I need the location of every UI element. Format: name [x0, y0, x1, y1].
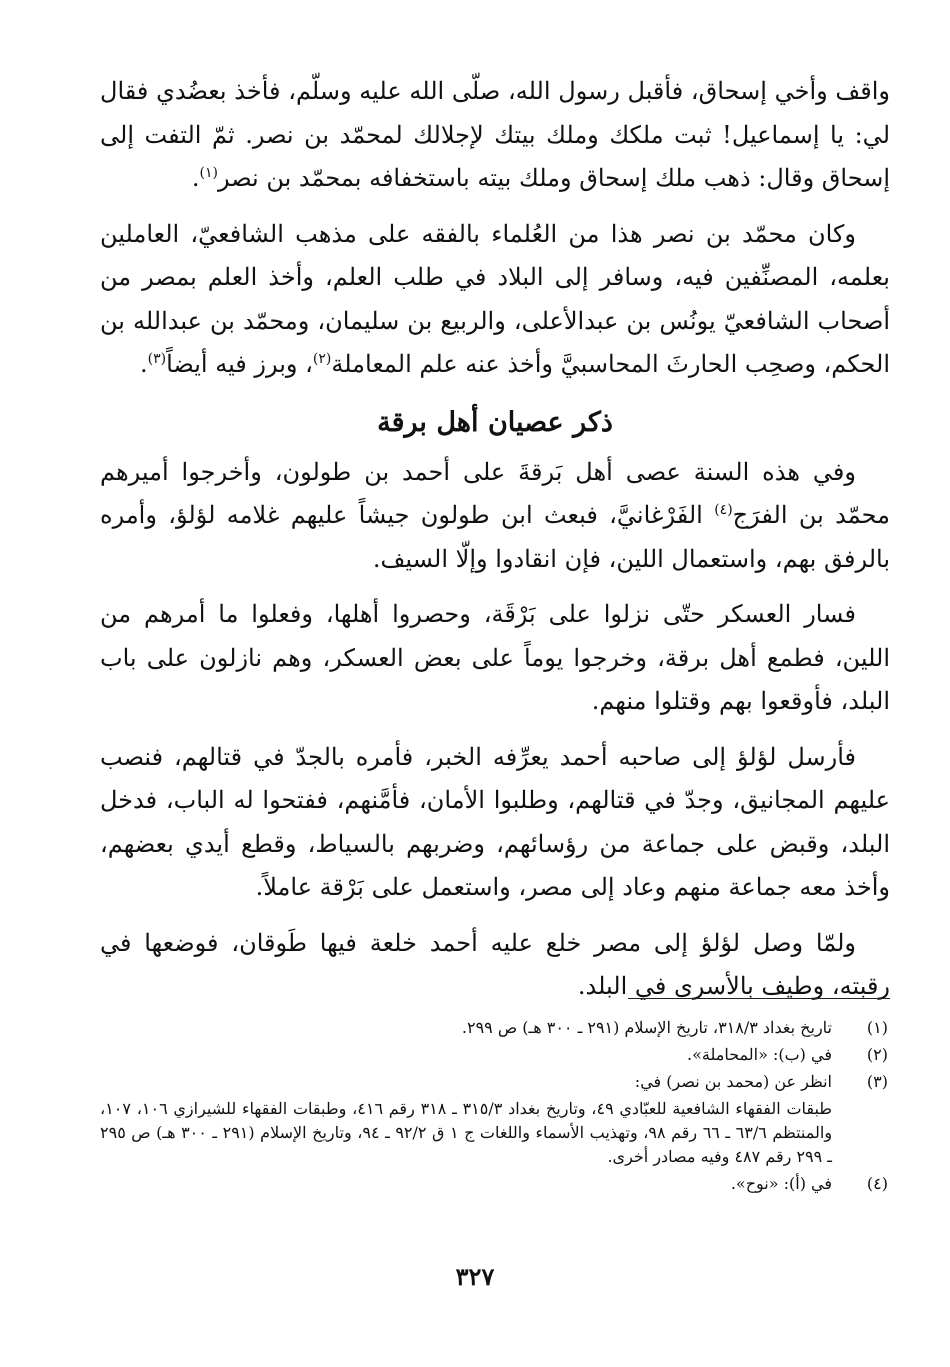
- footnote-text: في (أ): «نوح».: [730, 1174, 832, 1193]
- footnotes: [100, 1016, 890, 1199]
- footnote-text: انظر عن (محمد بن نصر) في:: [634, 1072, 832, 1091]
- footnote-1: [100, 1016, 890, 1040]
- paragraph-3: [100, 451, 890, 582]
- paragraph-6: ولمّا وصل لؤلؤ إلى مصر خلع عليه أحمد خلعة فيها طَوقان، فوضعها في رقبته، وطيف بالأسرى في البلد.: [100, 928, 890, 1000]
- paragraph-5: فأرسل لؤلؤ إلى صاحبه أحمد يعرِّفه الخبر، فأمره بالجدّ في قتالهم، فنصب عليهم المجانيق، وجدّ في قتالهم، وطلبوا الأمان، فأمَّنهم، ففتحوا له الباب، فدخل البلد، وقبض على جماعة من رؤسائهم، وضربهم بالسياط، وقطع أيدي بعضهم، وأخذ معه جماعة منهم وعاد إلى مصر، واستعمل على بَرْقة عاملاً.: [100, 742, 890, 901]
- footnote-4: [100, 1172, 890, 1196]
- paragraph-2-tail: ، وبرز فيه أيضاً: [166, 350, 313, 378]
- paragraph-1-tail: .: [191, 164, 200, 192]
- footnote-number: (٤): [866, 1174, 888, 1193]
- footnote-number: (٣): [866, 1072, 888, 1091]
- footnote-text: طبقات الفقهاء الشافعية للعبّادي ٤٩، وتاريخ بغداد ٣١٥/٣ ـ ٣١٨ رقم ٤١٦، وطبقات الفقهاء للشيرازي ١٠٦، ١٠٧، والمنتظم ٦٣/٦ ـ ٦٦ رقم ٩٨، وتهذيب الأسماء واللغات ج ١ ق ٩٢/٢ ـ ٩٤، وتاريخ الإسلام (٢٩١ ـ ٣٠٠ هـ) ص ٢٩٥ ـ ٢٩٩ رقم ٤٨٧ وفيه مصادر أخرى.: [100, 1099, 833, 1166]
- section-heading: ذكر عصيان أهل برقة: [377, 406, 613, 438]
- paragraph-2-end: .: [139, 350, 148, 378]
- paragraph-2-text: وكان محمّد بن نصر هذا من العُلماء بالفقه على مذهب الشافعيّ، العاملين بعلمه، المصنِّفين فيه، وسافر إلى البلاد في طلب العلم، وأخذ العلم بمصر من أصحاب الشافعيّ يونُس بن عبدالأعلى، والربيع بن سليمان، ومحمّد بن عبدالله بن الحكم، وصحِب الحارثَ المحاسبيَّ وأخذ عنه علم المعاملة: [100, 219, 890, 378]
- paragraph-4: فسار العسكر حتّى نزلوا على بَرْقَة، وحصروا أهلها، وفعلوا ما أمرهم من اللين، فطمع أهل برقة، وخرجوا يوماً على بعض العسكر، وهم نازلون على باب البلد، فأوقعوا بهم وقتلوا منهم.: [100, 600, 890, 715]
- paragraph-1-text: واقف وأخي إسحاق، فأقبل رسول الله، صلّى الله عليه وسلّم، فأخذ بعضُدي فقال لي: يا إسماعيل! ثبت ملكك وملك بيتك لإجلالك لمحمّد بن نصر. ثمّ التفت إلى إسحاق وقال: ذهب ملك إسحاق وملك بيته باستخفافه بمحمّد بن نصر: [100, 77, 891, 192]
- footnote-3: [100, 1070, 890, 1094]
- footnote-3-sources: [100, 1097, 890, 1169]
- footnote-number: [832, 1097, 890, 1169]
- paragraph-2: [100, 213, 890, 387]
- footnote-number: (١): [866, 1018, 888, 1037]
- paragraph-3-rest: الفَرْغانيَّ، فبعث ابن طولون جيشاً عليهم غلامه لؤلؤ، وأمره بالرفق بهم، واستعمال اللين، فإن انقادوا وإلّا السيف.: [100, 501, 890, 573]
- footnote-text: تاريخ بغداد ٣١٨/٣، تاريخ الإسلام (٢٩١ ـ ٣٠٠ هـ) ص ٢٩٩.: [461, 1018, 832, 1037]
- footnote-number: (٢): [866, 1045, 888, 1064]
- footnote-2: [100, 1043, 890, 1067]
- main-text: [100, 70, 890, 1021]
- paragraph-3-text: وفي هذه السنة عصى أهل بَرقةَ على أحمد بن طولون، وأخرجوا أميرهم محمّد بن الفرَج: [100, 457, 890, 529]
- paragraph-1: [100, 70, 890, 201]
- footnote-ref-1[interactable]: (١): [199, 165, 218, 181]
- footnote-ref-3[interactable]: (٣): [147, 351, 167, 367]
- page-number: ٣٢٧: [455, 1262, 495, 1291]
- footnote-ref-4[interactable]: (٤): [714, 502, 733, 518]
- footnote-divider: [628, 998, 890, 999]
- footnote-ref-2[interactable]: (٢): [312, 351, 332, 367]
- footnote-text: في (ب): «المحاملة».: [687, 1045, 832, 1064]
